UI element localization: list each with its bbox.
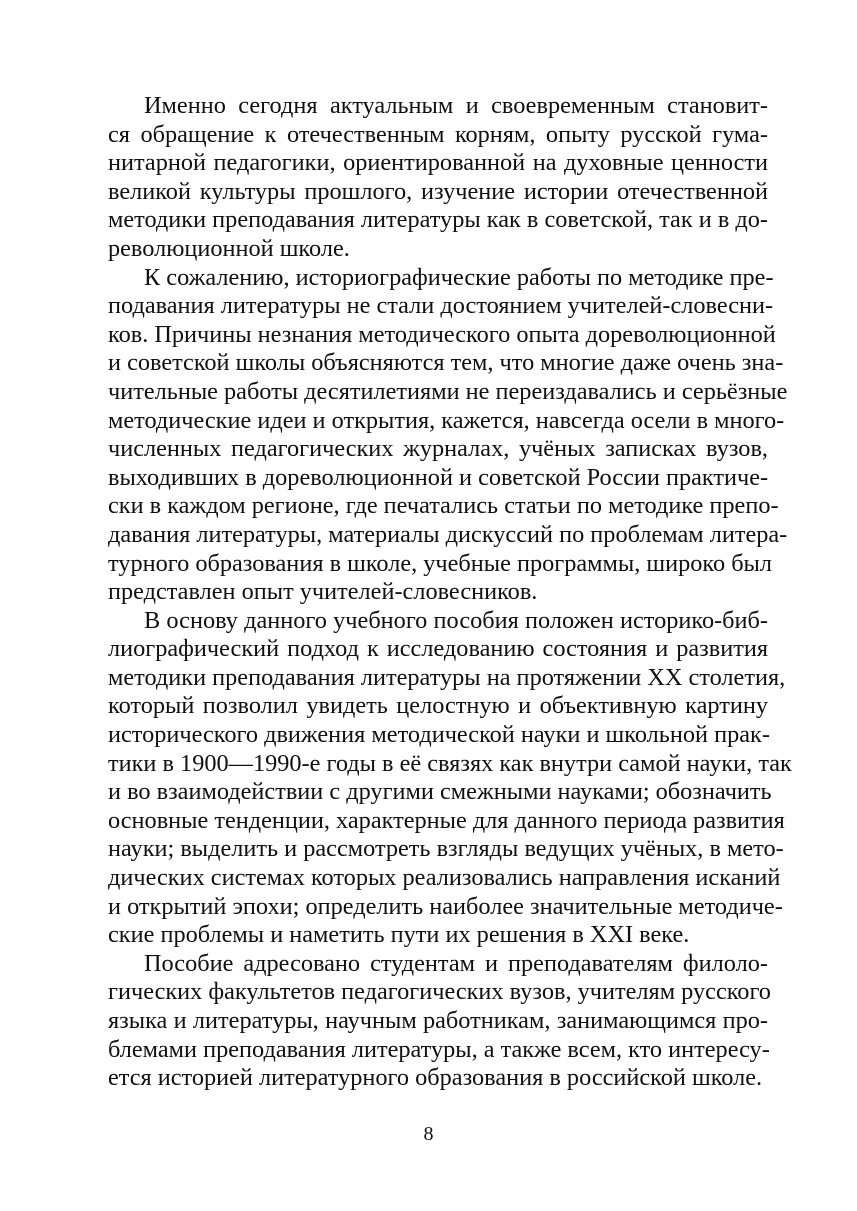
text-line: тики в 1900—1990-е годы в её связях как внутри самой науки, так	[108, 749, 792, 777]
text-line: чительные работы десятилетиями не переиздавались и серьёзные	[108, 377, 788, 405]
text-line: нитарной педагогики, ориентированной на духовные ценности	[108, 149, 768, 177]
text-line: великой культуры прошлого, изучение истории отечественной	[108, 177, 768, 205]
text-line: который позволил увидеть целостную и объективную картину	[108, 692, 768, 720]
paragraph-4	[108, 949, 771, 1093]
text-line: ски в каждом регионе, где печатались статьи по методике препо-	[108, 492, 779, 520]
paragraph-1	[108, 92, 768, 264]
text-line: ся обращение к отечественным корням, опыту русской гума-	[108, 120, 768, 148]
text-line: методические идеи и открытия, кажется, навсегда осели в много-	[108, 406, 785, 434]
text-line: и советской школы объясняются тем, что многие даже очень зна-	[108, 349, 784, 377]
text-line: турного образования в школе, учебные программы, широко был	[108, 549, 773, 577]
text-line: дических системах которых реализовались направления исканий	[108, 864, 781, 892]
text-line: численных педагогических журналах, учёных записках вузов,	[108, 435, 768, 463]
text-line: блемами преподавания литературы, а также всем, кто интересу-	[108, 1035, 770, 1063]
text-line: основные тенденции, характерные для данного периода развития	[108, 806, 785, 834]
page-number: 8	[423, 1123, 434, 1145]
text-line: науки; выделить и рассмотреть взгляды ведущих учёных, в мето-	[108, 835, 784, 863]
text-line: методики преподавания литературы как в советской, так и в до-	[108, 206, 768, 234]
paragraph-2	[108, 263, 788, 607]
text-line: ков. Причины незнания методического опыта дореволюционной	[108, 320, 776, 348]
text-line: методики преподавания литературы на протяжении ХХ столетия,	[108, 663, 786, 691]
text-line: давания литературы, материалы дискуссий по проблемам литера-	[108, 520, 788, 548]
text-line: Пособие адресовано студентам и преподавателям филоло-	[144, 949, 768, 977]
text-line: В основу данного учебного пособия положен историко-биб-	[144, 606, 768, 634]
text-line: выходивших в дореволюционной и советской России практиче-	[108, 463, 769, 491]
page-body	[108, 92, 792, 1093]
text-line: революционной школе.	[108, 234, 350, 262]
text-line: ется историей литературного образования в российской школе.	[108, 1064, 763, 1092]
text-line: и во взаимодействии с другими смежными науками; обозначить	[108, 778, 772, 806]
text-line: представлен опыт учителей-словесников.	[108, 578, 538, 606]
text-line: и открытий эпохи; определить наиболее значительные методиче-	[108, 892, 783, 920]
text-line: лиографический подход к исследованию состояния и развития	[108, 635, 768, 663]
text-line: гических факультетов педагогических вузов, учителям русского	[108, 978, 771, 1006]
text-line: исторического движения методической науки и школьной прак-	[108, 721, 770, 749]
text-line: К сожалению, историографические работы по методике пре-	[144, 263, 774, 291]
paragraph-3	[108, 606, 792, 950]
text-line: ские проблемы и наметить пути их решения в XXI веке.	[108, 921, 690, 949]
text-line: языка и литературы, научным работникам, занимающимся про-	[108, 1007, 768, 1034]
text-line: Именно сегодня актуальным и своевременным становит-	[144, 92, 768, 119]
text-line: подавания литературы не стали достоянием учителей-словесни-	[108, 292, 774, 320]
